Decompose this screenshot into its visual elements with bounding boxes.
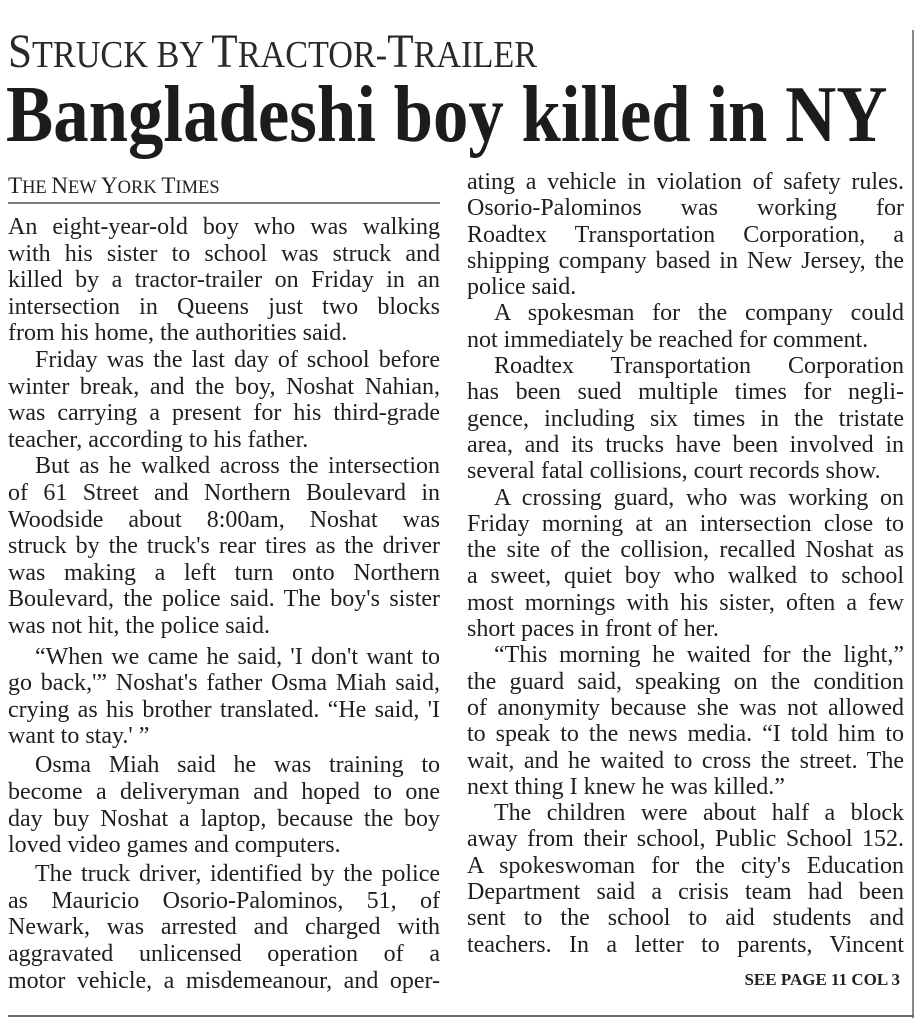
text-line: wait, and he waited to cross the street. The (467, 747, 904, 774)
text-line: day buy Noshat a laptop, because the boy (8, 805, 440, 832)
text-line: as Mauricio Osorio-Palominos, 51, of (8, 887, 440, 914)
text-line: the guard said, speaking on the condition (467, 668, 904, 695)
text-line: A spokesman for the company could (494, 300, 904, 327)
text-line: Woodside about 8:00am, Noshat was (8, 506, 440, 533)
text-line: “This morning he waited for the light,” (494, 642, 904, 669)
continued-on-page-label: SEE PAGE 11 COL 3 (744, 970, 900, 989)
text-line: A spokeswoman for the city's Education (467, 852, 904, 879)
right-column-rule (912, 30, 914, 1018)
text-line: of anonymity because she was not allowed (467, 694, 904, 721)
article-column-right (467, 169, 904, 958)
text-line: The truck driver, identified by the police (35, 861, 440, 888)
text-line: area, and its trucks have been involved in (467, 431, 904, 458)
byline-letters: N (51, 173, 68, 198)
text-line: from his home, the authorities said. (8, 320, 348, 347)
byline-letters: EW (67, 178, 97, 198)
text-line: The children were about half a block (494, 800, 904, 827)
text-line: Osorio-Palominos was working for (467, 195, 904, 222)
kicker-letters: RACTOR (237, 34, 376, 76)
kicker-letters: TRUCK (32, 34, 148, 76)
text-line: loved video games and computers. (8, 832, 341, 859)
text-line: Newark, was arrested and charged with (8, 914, 440, 941)
text-line: go back,'” Noshat's father Osma Miah said, (8, 670, 440, 697)
kicker-letters: RAILER (413, 34, 538, 76)
text-line: short paces in front of her. (467, 616, 719, 643)
text-line: teacher, according to his father. (8, 426, 309, 453)
text-line: Roadtex Transportation Corporation (494, 353, 904, 380)
kicker-letters: - (375, 34, 388, 76)
kicker-letters: BY (156, 34, 203, 76)
text-line: shipping company based in New Jersey, the (467, 247, 904, 274)
paragraph (467, 642, 904, 800)
byline-letters: IMES (175, 178, 220, 198)
text-line: crying as his brother translated. “He said, 'I (8, 696, 440, 723)
text-line: to speak to the news media. “I told him to (467, 721, 904, 748)
text-line: Department said a crisis team had been (467, 879, 904, 906)
text-line: teachers. In a letter to parents, Vincent (467, 931, 904, 958)
text-line: not immediately be reached for comment. (467, 326, 869, 353)
text-line: police said. (467, 274, 577, 301)
text-line: with his sister to school was struck and (8, 240, 440, 267)
text-line: several fatal collisions, court records show. (467, 458, 881, 485)
article-column-left (8, 214, 440, 994)
text-line: sent to the school to aid students and (467, 905, 904, 932)
paragraph (467, 169, 904, 300)
paragraph (8, 861, 440, 994)
text-line: want to stay.' ” (8, 723, 150, 750)
text-line: Friday morning at an intersection close to (467, 510, 904, 537)
paragraph (8, 644, 440, 750)
kicker-letters: S (8, 25, 33, 78)
text-line: intersection in Queens just two blocks (8, 293, 440, 320)
headline: Bangladeshi boy killed in NY (6, 71, 888, 159)
paragraph (8, 752, 440, 858)
text-line: But as he walked across the intersection (35, 453, 440, 480)
text-line: ating a vehicle in violation of safety rules. (467, 169, 904, 195)
text-line: Friday was the last day of school before (35, 346, 440, 373)
paragraph (8, 347, 440, 453)
text-line: most mornings with his sister, often a few (467, 589, 904, 616)
text-line: next thing I knew he was killed.” (467, 773, 785, 800)
text-line: become a deliveryman and hoped to one (8, 778, 440, 805)
paragraph (467, 485, 904, 643)
text-line: was making a left turn onto Northern (8, 559, 440, 586)
text-line: struck by the truck's rear tires as the driver (8, 533, 440, 560)
text-line: Boulevard, the police said. The boy's sister (8, 586, 440, 613)
text-line: aggravated unlicensed operation of a (8, 941, 440, 968)
kicker-letters (148, 34, 157, 76)
paragraph (467, 800, 904, 958)
text-line: was carrying a present for his third-grade (8, 400, 440, 427)
text-line: the site of the collision, recalled Noshat as (467, 537, 904, 564)
kicker-letters: T (387, 25, 414, 78)
text-line: A crossing guard, who was working on (494, 484, 904, 511)
paragraph (8, 453, 440, 639)
text-line: “When we came he said, 'I don't want to (35, 643, 440, 670)
text-line: was not hit, the police said. (8, 612, 270, 639)
text-line: away from their school, Public School 152. (467, 826, 904, 853)
text-line: winter break, and the boy, Noshat Nahian, (8, 373, 440, 400)
byline-letters: HE (22, 178, 47, 198)
kicker-letters: T (211, 25, 238, 78)
byline-letters: Y (101, 173, 118, 198)
text-line: a sweet, quiet boy who walked to school (467, 563, 904, 590)
text-line: gence, including six times in the tristate (467, 405, 904, 432)
kicker-letters (203, 34, 212, 76)
byline-letters: T (8, 173, 23, 198)
byline-source (8, 174, 220, 200)
paragraph (467, 353, 904, 484)
byline-divider (8, 202, 440, 204)
text-line: killed by a tractor-trailer on Friday in an (8, 267, 440, 294)
text-line: Osma Miah said he was training to (35, 752, 440, 779)
bottom-rule (8, 1015, 914, 1017)
text-line: has been sued multiple times for negli- (467, 379, 904, 406)
text-line: of 61 Street and Northern Boulevard in (8, 479, 440, 506)
byline-letters: ORK (117, 178, 157, 198)
byline-letters: T (161, 173, 176, 198)
paragraph (8, 214, 440, 347)
paragraph (467, 300, 904, 353)
text-line: motor vehicle, a misdemeanour, and oper- (8, 967, 440, 994)
text-line: Roadtex Transportation Corporation, a (467, 221, 904, 248)
text-line: An eight-year-old boy who was walking (8, 214, 440, 240)
